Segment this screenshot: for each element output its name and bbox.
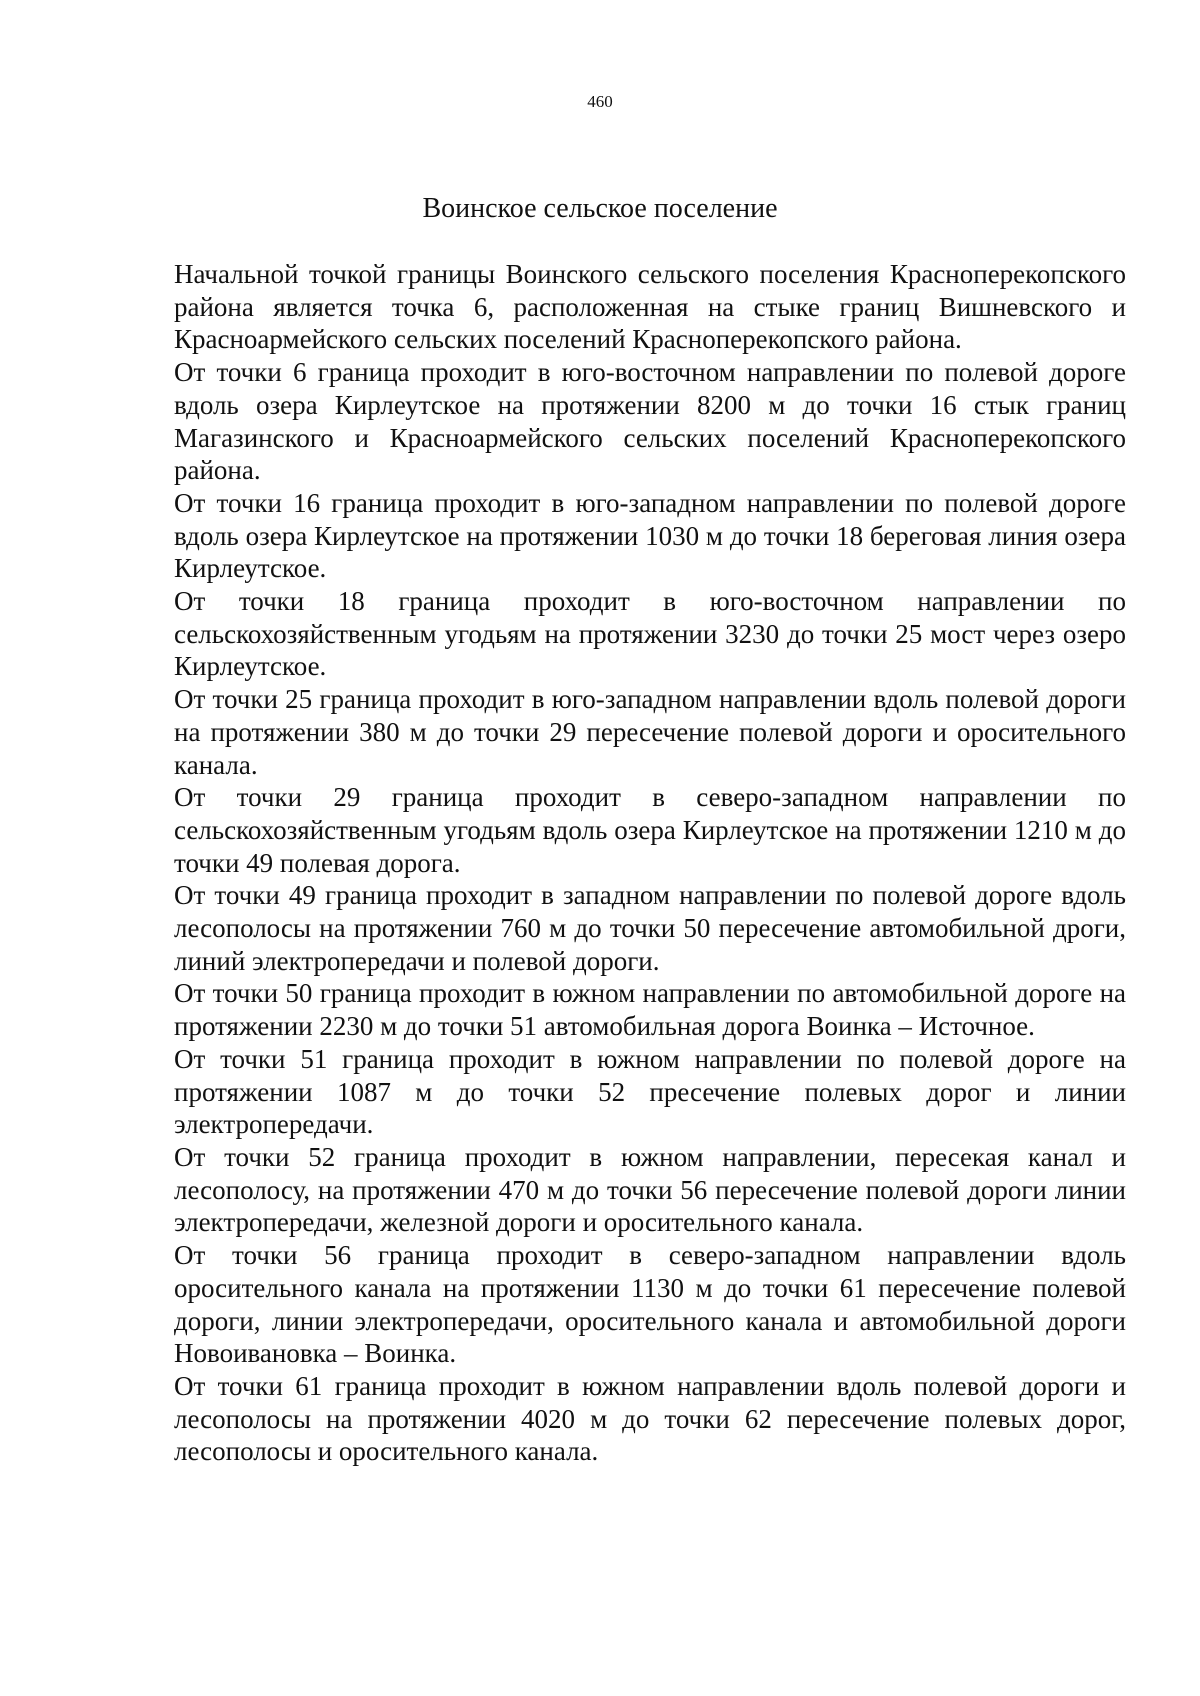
paragraph-10: От точки 52 граница проходит в южном направлении, пересекая канал и лесополосу, на протяжении 470 м до точки 56 пересечение полевой дороги линии электропередачи, железной дороги и оросительного канала. bbox=[174, 1141, 1126, 1238]
paragraph-2: От точки 6 граница проходит в юго-восточном направлении по полевой дороге вдоль озера Кирлеутское на протяжении 8200 м до точки 16 стык границ Магазинского и Красноармейского сельских поселений Красноперекопского района. bbox=[174, 357, 1126, 486]
paragraph-4: От точки 18 граница проходит в юго-восточном направлении по сельскохозяйственным угодьям на протяжении 3230 до точки 25 мост через озеро Кирлеутское. bbox=[174, 586, 1126, 682]
paragraph-12: От точки 61 граница проходит в южном направлении вдоль полевой дороги и лесополосы на протяжении 4020 м до точки 62 пересечение полевых дорог, лесополосы и оросительного канала. bbox=[174, 1370, 1126, 1467]
paragraph-7: От точки 49 граница проходит в западном направлении по полевой дороге вдоль лесополосы на протяжении 760 м до точки 50 пересечение автомобильной дроги, линий электропередачи и полевой дороги. bbox=[174, 880, 1126, 976]
paragraph-3: От точки 16 граница проходит в юго-западном направлении по полевой дороге вдоль озера Кирлеутское на протяжении 1030 м до точки 18 береговая линия озера Кирлеутское. bbox=[174, 487, 1126, 584]
paragraph-6: От точки 29 граница проходит в северо-западном направлении по сельскохозяйственным угодьям вдоль озера Кирлеутское на протяжении 1210 м до точки 49 полевая дорога. bbox=[174, 782, 1126, 878]
page-title: Воинское сельское поселение bbox=[422, 193, 778, 224]
paragraph-9: От точки 51 граница проходит в южном направлении по полевой дороге на протяжении 1087 м до точки 52 пресечение полевых дорог и линии электропередачи. bbox=[174, 1043, 1126, 1140]
paragraph-5: От точки 25 граница проходит в юго-западном направлении вдоль полевой дороги на протяжении 380 м до точки 29 пересечение полевой дороги и оросительного канала. bbox=[174, 684, 1126, 780]
document-body bbox=[174, 258, 1126, 1468]
paragraph-8: От точки 50 граница проходит в южном направлении по автомобильной дороге на протяжении 2230 м до точки 51 автомобильная дорога Воинка – Источное. bbox=[174, 978, 1126, 1042]
page-number: 460 bbox=[587, 92, 613, 111]
paragraph-11: От точки 56 граница проходит в северо-западном направлении вдоль оросительного канала на протяжении 1130 м до точки 61 пересечение полевой дороги, линии электропередачи, оросительного канала и автомобильной дороги Новоивановка – Воинка. bbox=[174, 1240, 1126, 1369]
paragraph-1: Начальной точкой границы Воинского сельского поселения Красноперекопского района является точка 6, расположенная на стыке границ Вишневского и Красноармейского сельских поселений Красноперекопского района. bbox=[174, 259, 1126, 355]
